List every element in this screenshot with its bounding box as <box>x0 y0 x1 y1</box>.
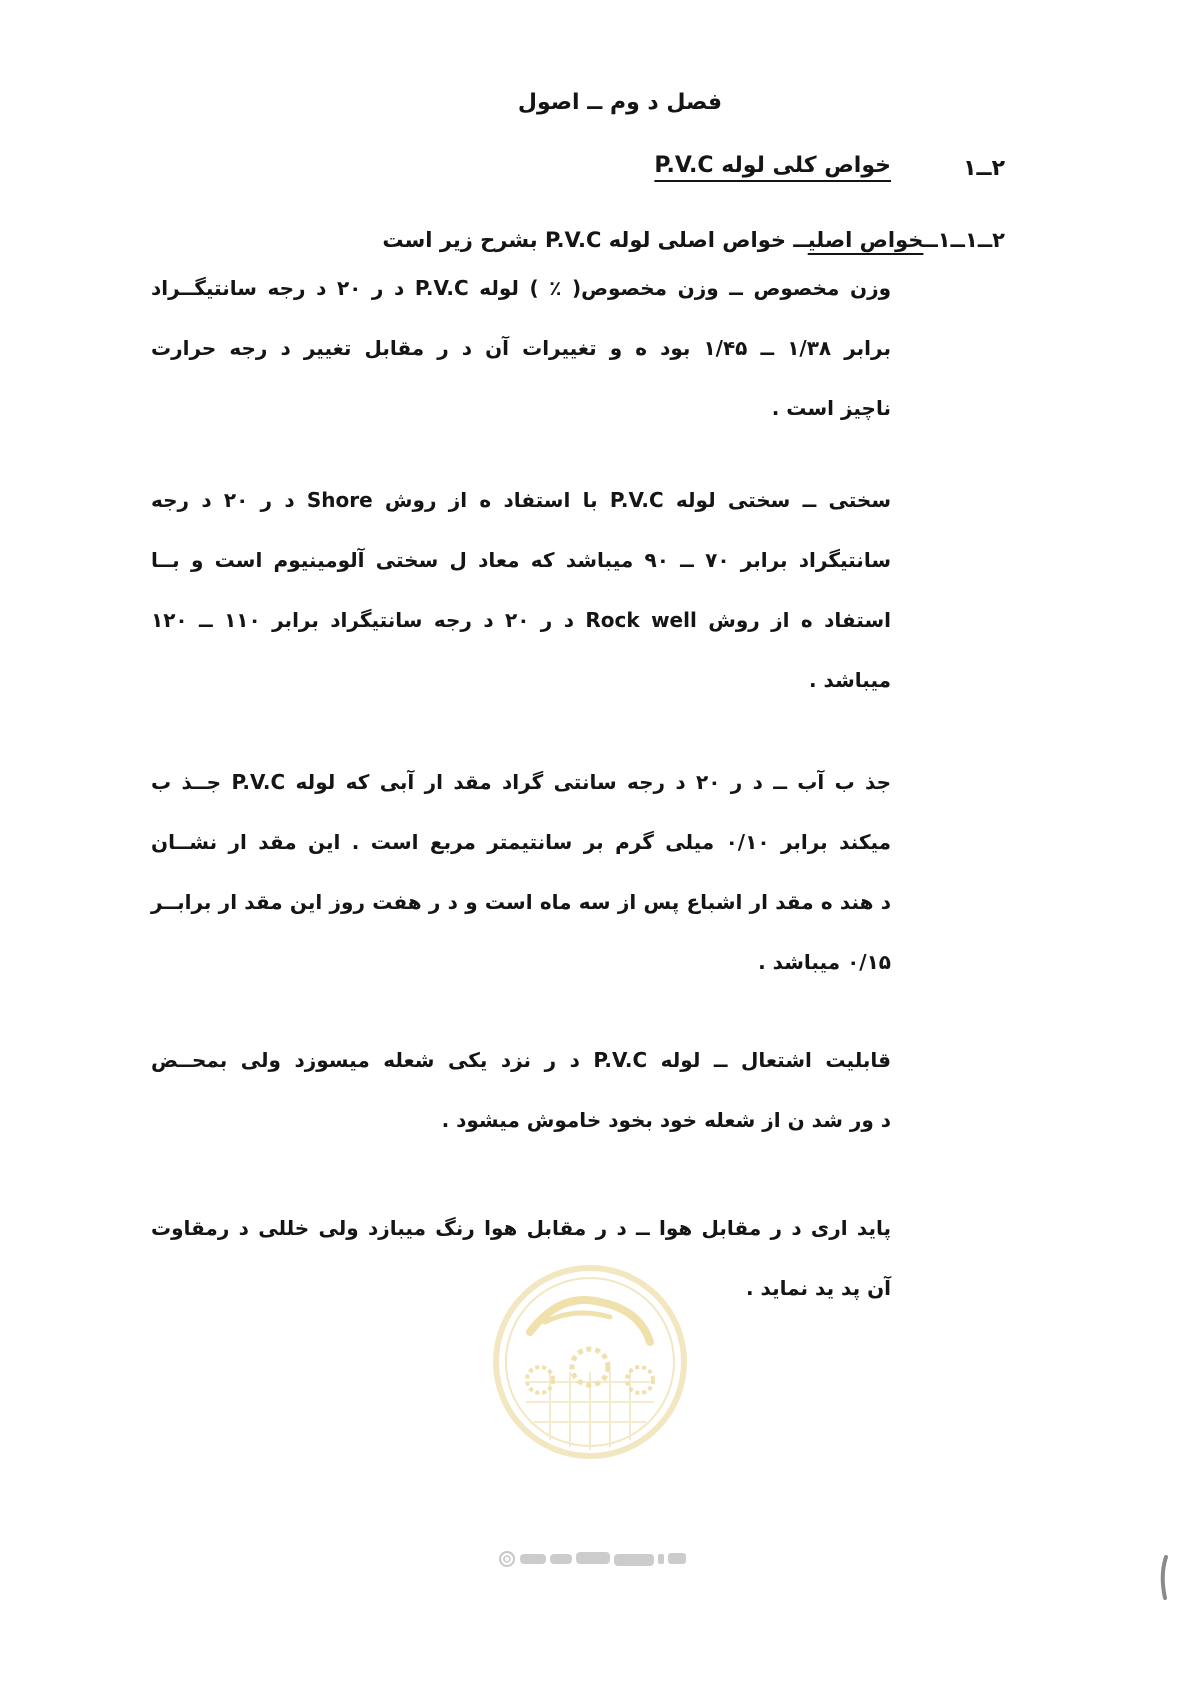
subsection-title: خواص اصلی <box>807 228 924 252</box>
paragraph-line: برابر ۱/۳۸ ــ ۱/۴۵ بود ه و تغییرات آن د ر مقابل تغییر د رجه حرارت <box>151 336 891 360</box>
paragraph-line: جذ ب آب ــ د ر ۲۰ د رجه سانتی گراد مقد ار آبی که لوله P.V.C جــذ ب <box>151 770 891 794</box>
paragraph-line: ۰/۱۵ میباشد . <box>758 950 891 974</box>
watermark-seal <box>490 1262 690 1462</box>
paragraph-flammability <box>151 1030 891 1150</box>
paragraph-hardness <box>151 470 891 710</box>
chapter-title: فصل د وم ــ اصول <box>517 90 723 115</box>
subsection-rest: ــ خواص اصلی لوله P.V.C بشرح زیر است <box>382 228 808 252</box>
section-title: خواص کلی لوله P.V.C <box>654 153 891 178</box>
paragraph-line: استفاد ه از روش Rock well د ر ۲۰ د رجه سانتیگراد برابر ۱۱۰ ــ ۱۲۰ <box>151 608 891 632</box>
paragraph-line: وزن مخصوص ــ وزن مخصوص( ٪ ) لوله P.V.C د ر ۲۰ د رجه سانتیگــراد <box>151 276 892 300</box>
paragraph-line: آن پد ید نماید . <box>746 1276 891 1300</box>
paragraph-water-absorption <box>151 752 891 992</box>
paragraph-line: سختی ــ سختی لوله P.V.C با استفاد ه از روش Shore د ر ۲۰ د رجه <box>151 488 892 512</box>
paragraph-line: پاید اری د ر مقابل هوا ــ د ر مقابل هوا رنگ میبازد ولی خللی د رمقاوت <box>151 1216 891 1240</box>
paragraph-line: د هند ه مقد ار اشباع پس از سه ماه است و د ر هفت روز این مقد ار برابــر <box>151 890 891 914</box>
watermark-site <box>498 1548 708 1570</box>
section-number: ۲ــ۱ <box>963 156 1005 181</box>
paragraph-line: سانتیگراد برابر ۷۰ ــ ۹۰ میباشد که معاد ل سختی آلومینیوم است و بــا <box>151 548 891 572</box>
paragraph-line: میباشد . <box>808 668 891 692</box>
paragraph-line: قابلیت اشتعال ــ لوله P.V.C د ر نزد یکی شعله میسوزد ولی بمحــض <box>151 1048 891 1072</box>
paragraph-specific-gravity <box>151 258 891 438</box>
paragraph-line: ناچیز است . <box>771 396 891 420</box>
paragraph-line: میکند برابر ۰/۱۰ میلی گرم بر سانتیمتر مربع است . این مقد ار نشــان <box>151 830 891 854</box>
scan-edge-mark <box>1160 1555 1170 1600</box>
subsection-line <box>185 228 1005 252</box>
paragraph-line: د ور شد ن از شعله خود بخود خاموش میشود . <box>441 1108 891 1132</box>
subsection-number: ۲ــ۱ــ۱ــ <box>923 228 1005 252</box>
